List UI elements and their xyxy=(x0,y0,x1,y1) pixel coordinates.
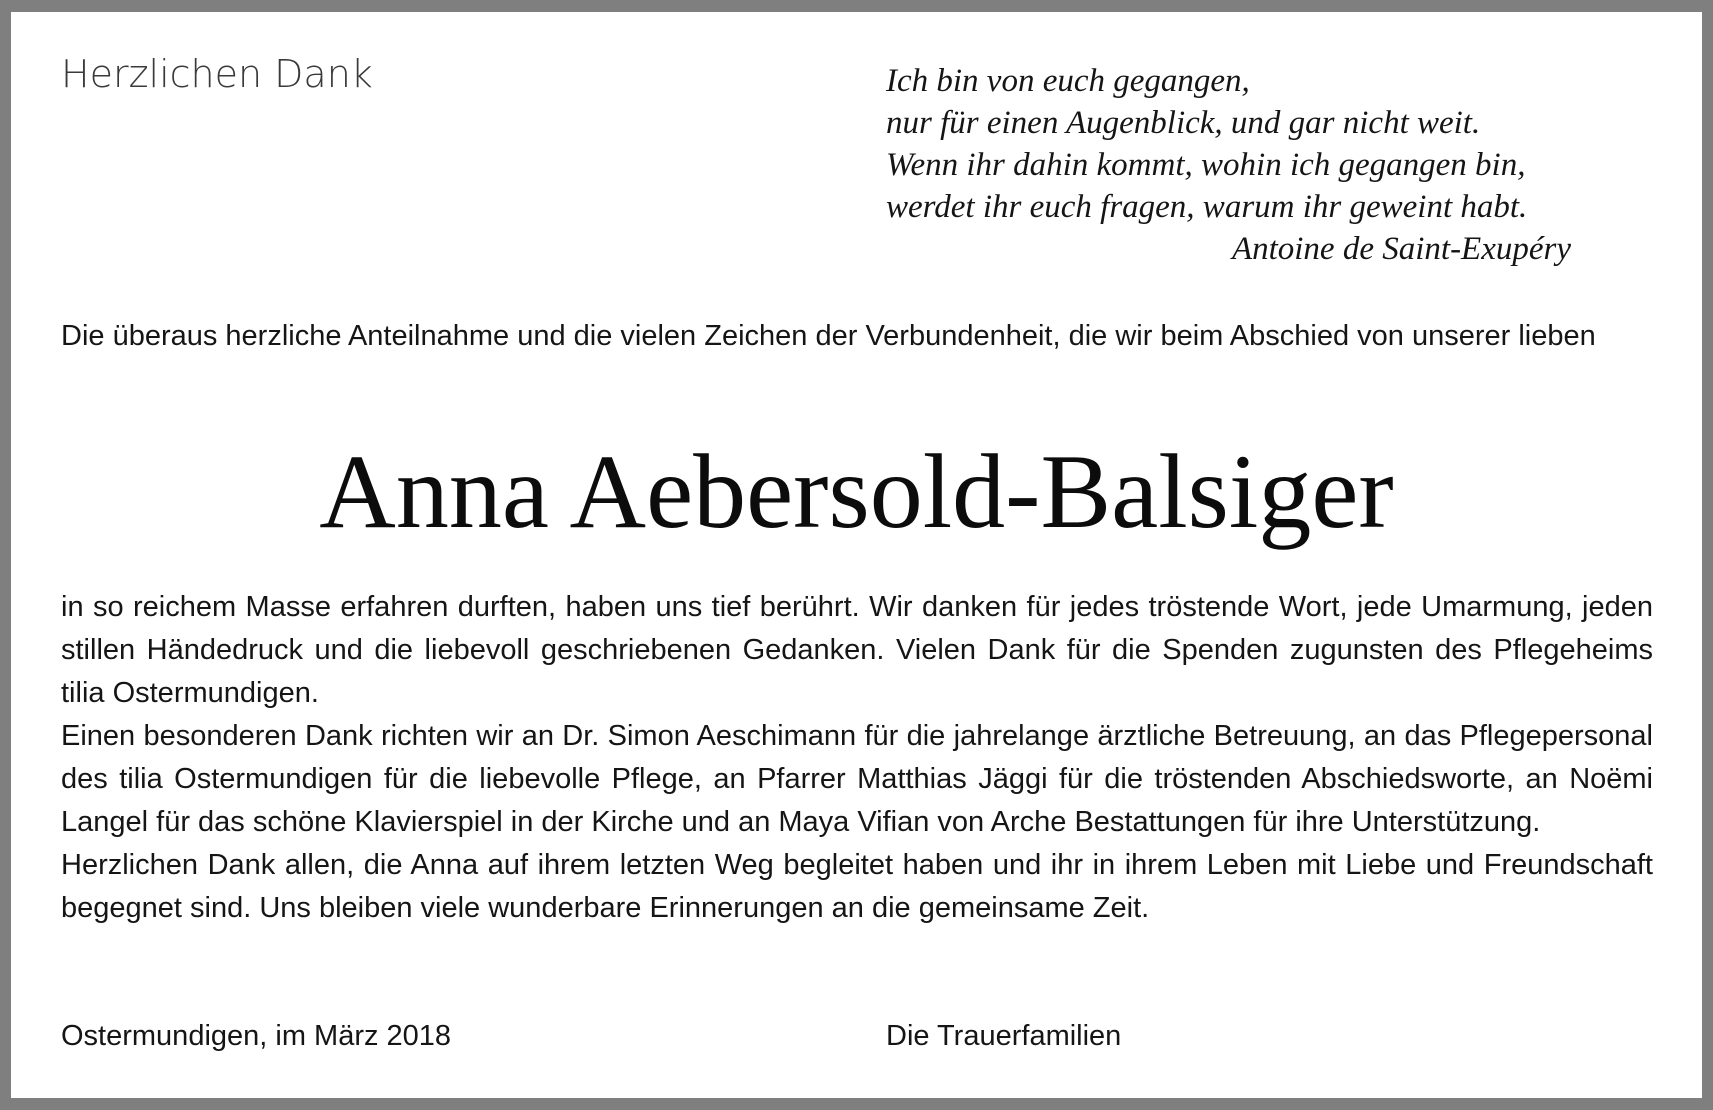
poem-quote xyxy=(886,60,1571,270)
poem-line: Ich bin von euch gegangen, xyxy=(886,63,1250,99)
notice-heading: Herzlichen Dank xyxy=(61,52,373,96)
signature: Die Trauerfamilien xyxy=(886,1020,1122,1052)
poem-line: Wenn ihr dahin kommt, wohin ich gegangen bin, xyxy=(886,147,1526,183)
poem-line: werdet ihr euch fragen, warum ihr geweint habt. xyxy=(886,189,1528,225)
place-date: Ostermundigen, im März 2018 xyxy=(61,1020,452,1052)
body-text xyxy=(61,586,1653,930)
body-paragraph: in so reichem Masse erfahren durften, haben uns tief berührt. Wir danken für jedes tröstende Wort, jede Umarmung, jeden stillen Händedruck und die liebevoll geschriebenen Gedanken. Vielen Dank für die Spenden zugunsten des Pflegeheims tilia Ostermundigen. xyxy=(61,591,1653,709)
poem-author: Antoine de Saint-Exupéry xyxy=(1231,231,1571,267)
body-paragraph: Einen besonderen Dank richten wir an Dr. Simon Aeschimann für die jahrelange ärztliche Betreuung, an das Pflegepersonal des tilia Ostermundigen für die liebevolle Pflege, an Pfarrer Matthias Jäggi für die tröstenden Abschiedsworte, an Noëmi Langel für das schöne Klavierspiel in der Kirche und an Maya Vifian von Arche Bestattungen für ihre Unterstützung. xyxy=(61,720,1653,838)
intro-paragraph: Die überaus herzliche Anteilnahme und die vielen Zeichen der Verbundenheit, die wir beim Abschied von unserer lieben xyxy=(61,320,1596,352)
poem-line: nur für einen Augenblick, und gar nicht weit. xyxy=(886,105,1481,141)
body-paragraph: Herzlichen Dank allen, die Anna auf ihrem letzten Weg begleitet haben und ihr in ihrem Leben mit Liebe und Freundschaft begegnet sind. Uns bleiben viele wunderbare Erinnerungen an die gemeinsame Zeit. xyxy=(61,849,1653,924)
deceased-name: Anna Aebersold-Balsiger xyxy=(319,433,1394,550)
